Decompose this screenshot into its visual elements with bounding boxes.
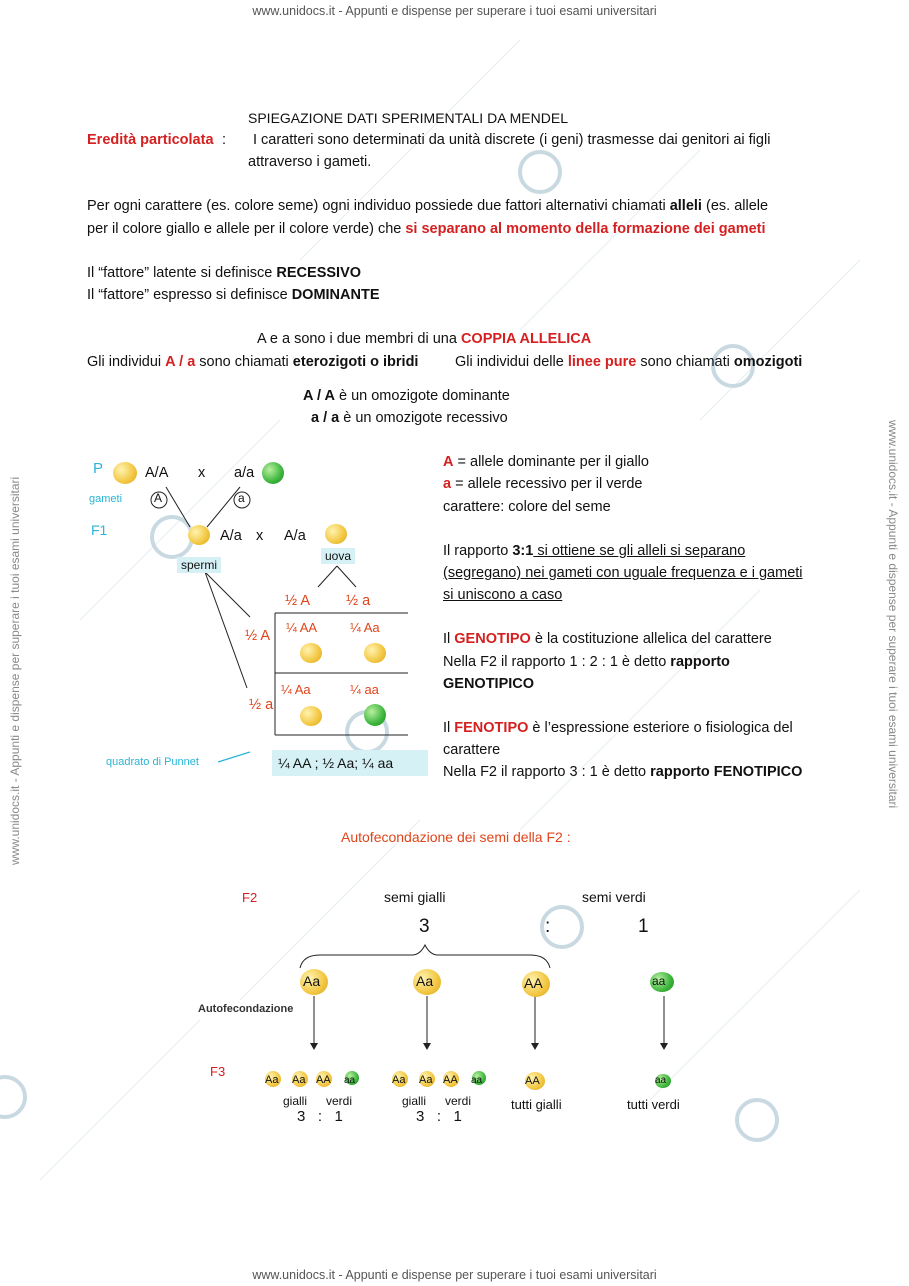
cross-recessive-parent: a/a — [234, 465, 255, 481]
cross-p-label: P — [93, 460, 104, 477]
f3-g1-verdi: verdi — [326, 1094, 353, 1108]
f3-g1-ratio: 3 : 1 — [297, 1108, 343, 1125]
punnett-col-1: ½ A — [285, 593, 310, 609]
f3-g2-ratio: 3 : 1 — [416, 1108, 462, 1125]
f3-g2-seed-4: aa — [471, 1075, 483, 1086]
f2-seed-3: AA — [524, 975, 543, 991]
factor-dominant: Il “fattore” espresso si definisce DOMINANTE — [87, 287, 380, 303]
intro-line2: attraverso i gameti. — [248, 154, 372, 170]
cross-times-2: x — [256, 528, 264, 544]
tutti-gialli: tutti gialli — [511, 1097, 562, 1112]
uova-label: uova — [321, 548, 355, 564]
genotype-line-2: Nella F2 il rapporto 1 : 2 : 1 è detto rapporto — [443, 654, 730, 670]
gameti-label: gameti — [89, 493, 123, 505]
character-line: carattere: colore del seme — [443, 499, 611, 515]
punnett-square-label: quadrato di Punnet — [106, 756, 199, 768]
tutti-verdi: tutti verdi — [627, 1097, 680, 1112]
punnett-col-2: ½ a — [346, 593, 371, 609]
phenotype-line-2: carattere — [443, 742, 501, 758]
punnett-cell-Aa-2: ¼ Aa — [281, 682, 311, 697]
homozygote-recessive: a / a è un omozigote recessivo — [311, 410, 508, 426]
punnett-cell-Aa-1: ¼ Aa — [350, 620, 380, 635]
f3-g2-gialli: gialli — [402, 1094, 427, 1108]
allelic-pair: A e a sono i due membri di una COPPIA ALLELICA — [257, 331, 592, 347]
f3-g2-seed-3: AA — [443, 1074, 458, 1086]
phenotype-line-1: Il FENOTIPO è l’espressione esteriore o fisiologica del — [443, 720, 793, 736]
punnett-cell-AA: ¼ AA — [286, 620, 318, 635]
header-site: www.unidocs.it - Appunti e dispense per superare i tuoi esami universitari — [252, 4, 657, 18]
f3-g1-seed-2: Aa — [292, 1074, 306, 1086]
f3-g2-seed-2: Aa — [419, 1074, 433, 1086]
count-colon: : — [545, 916, 551, 937]
f3-g2-verdi: verdi — [445, 1094, 472, 1108]
f3-g1-gialli: gialli — [283, 1094, 308, 1108]
f2-seed-2: Aa — [416, 973, 434, 989]
cross-dominant-parent: A/A — [145, 465, 169, 481]
genotype-ratio: ¼ AA ; ½ Aa; ¼ aa — [272, 750, 428, 776]
autofecondazione-title: Autofecondazione dei semi della F2 : — [341, 829, 571, 845]
punnett-row-2: ½ a — [249, 697, 274, 713]
page-title: SPIEGAZIONE DATI SPERIMENTALI DA MENDEL — [248, 110, 568, 126]
f1-parent-a: A/a — [220, 528, 242, 544]
punnett-cell-aa: ¼ aa — [350, 682, 379, 697]
f3-g1-seed-1: Aa — [265, 1074, 279, 1086]
f3-g3-seed: AA — [525, 1075, 540, 1087]
ratio-line-2: (segregano) nei gameti con uguale frequenza e i gameti — [443, 565, 803, 581]
phenotype-line-3: Nella F2 il rapporto 3 : 1 è detto rapporto FENOTIPICO — [443, 764, 803, 780]
allele-dominant: A = allele dominante per il giallo — [443, 454, 649, 470]
gamete-a: a — [238, 491, 245, 505]
gamete-A: A — [154, 491, 163, 505]
autofecondazione-label: Autofecondazione — [198, 1003, 294, 1015]
f3-g1-seed-3: AA — [316, 1074, 331, 1086]
ratio-line-3: si uniscono a caso — [443, 587, 563, 603]
semi-gialli-label: semi gialli — [384, 889, 446, 905]
cross-times-1: x — [198, 465, 206, 481]
intro-line1: I caratteri sono determinati da unità discrete (i geni) trasmesse dai genitori ai figli — [253, 132, 771, 148]
genotype-line-1: Il GENOTIPO è la costituzione allelica del carattere — [443, 631, 772, 647]
para1-line1: Per ogni carattere (es. colore seme) ogni individuo possiede due fattori alternativi chiamati alleli (es. allele — [87, 198, 769, 214]
f3-label: F3 — [210, 1064, 226, 1079]
f3-g1-seed-4: aa — [344, 1075, 356, 1086]
spermi-label: spermi — [177, 557, 221, 573]
homozygote-dominant: A / A è un omozigote dominante — [303, 388, 510, 404]
f1-parent-b: A/a — [284, 528, 306, 544]
factor-recessive: Il “fattore” latente si definisce RECESSIVO — [87, 265, 362, 281]
f3-g4-seed: aa — [655, 1075, 667, 1086]
allele-recessive: a = allele recessivo per il verde — [443, 476, 643, 492]
individuals-line: Gli individui A / a sono chiamati eterozigoti o ibridi — [87, 354, 419, 370]
count-green: 1 — [638, 916, 649, 937]
f3-g2-seed-1: Aa — [392, 1074, 406, 1086]
f2-seed-4: aa — [652, 974, 666, 988]
f1-label: F1 — [91, 522, 108, 538]
intro-label: Eredità particolata — [87, 132, 214, 148]
ratio-line-1: Il rapporto 3:1 si ottiene se gli alleli si separano — [443, 543, 746, 559]
pure-lines-line: Gli individui delle linee pure sono chiamati omozigoti — [455, 354, 803, 370]
semi-verdi-label: semi verdi — [582, 889, 646, 905]
f2-seed-1: Aa — [303, 973, 321, 989]
para1-line2: per il colore giallo e allele per il colore verde) che si separano al momento della formazione dei gameti — [87, 221, 766, 237]
f2-label: F2 — [242, 890, 258, 905]
count-yellow: 3 — [419, 916, 430, 937]
right-side-text: www.unidocs.it - Appunti e dispense per superare i tuoi esami universitari — [886, 420, 900, 809]
left-side-text: www.unidocs.it - Appunti e dispense per superare i tuoi esami universitari — [8, 476, 22, 865]
intro-colon: : — [222, 132, 227, 148]
genotype-line-3: GENOTIPICO — [443, 676, 535, 692]
footer-site: www.unidocs.it - Appunti e dispense per superare i tuoi esami universitari — [252, 1268, 657, 1282]
punnett-row-1: ½ A — [245, 628, 270, 644]
